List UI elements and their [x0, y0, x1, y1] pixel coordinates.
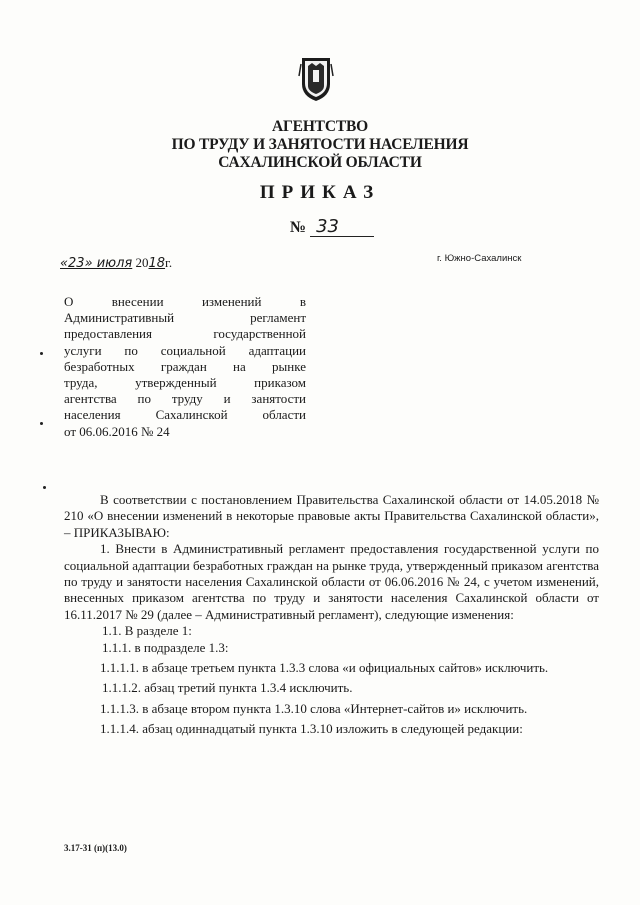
subject-line: труда, утвержденный приказом: [64, 375, 306, 391]
document-type-title: ПРИКАЗ: [259, 182, 381, 203]
subject-line: Административный регламент: [64, 310, 306, 326]
order-body: [64, 492, 599, 738]
date-year-prefix: 20: [135, 255, 149, 270]
body-item-1-1-1-1: 1.1.1.1. в абзаце третьем пункта 1.3.3 слова «и официальных сайтов» исключить.: [100, 660, 549, 676]
document-code: 3.17-31 (п)(13.0): [64, 843, 127, 853]
subject-line: О внесении изменений в: [64, 294, 306, 309]
agency-line: АГЕНТСТВО: [272, 118, 368, 135]
subject-line: агентства по труду и занятости: [64, 391, 306, 407]
agency-line: САХАЛИНСКОЙ ОБЛАСТИ: [218, 154, 422, 171]
body-intro: В соответствии с постановлением Правительства Сахалинской области от 14.05.2018 № 210 «О внесении изменений в некоторые правовые акты Правительства Сахалинской области», – ПРИКАЗЫВАЮ:: [64, 492, 599, 540]
scan-speck: [40, 422, 43, 425]
date-suffix: г.: [165, 255, 173, 270]
body-item-1-1: 1.1. В разделе 1:: [102, 623, 192, 639]
body-item-1: 1. Внести в Административный регламент предоставления государственной услуги по социальной адаптации безработных граждан на рынке труда, утвержденный приказом агентства по труду и занятости населения Сахалинской области от 06.06.2016 № 24, с учетом изменений, внесенных приказом агентства по труду и занятости населения Сахалинской области от 16.11.2017 № 29 (далее – Административный регламент), следующие изменения:: [64, 541, 599, 622]
number-sign: №: [290, 219, 307, 236]
agency-name: [0, 118, 640, 172]
body-item-1-1-1-3: 1.1.1.3. в абзаце втором пункта 1.3.10 слова «Интернет-сайтов и» исключить.: [100, 700, 528, 716]
body-item-1-1-1-4: 1.1.1.4. абзац одиннадцатый пункта 1.3.10 изложить в следующей редакции:: [100, 721, 523, 737]
body-item-1-1-1-2: 1.1.1.2. абзац третий пункта 1.3.4 исключить.: [102, 680, 353, 696]
subject-line: от 06.06.2016 № 24: [64, 423, 170, 439]
subject-line: населения Сахалинской области: [64, 407, 306, 423]
city-label: г. Южно-Сахалинск: [437, 253, 522, 264]
handwritten-number: 33: [310, 218, 374, 237]
scan-speck: [43, 486, 46, 489]
order-subject: [64, 294, 306, 440]
order-date: [60, 255, 172, 271]
subject-line: безработных граждан на рынке: [64, 358, 306, 374]
coat-of-arms-icon: [298, 56, 334, 102]
handwritten-year: 18: [148, 256, 166, 271]
agency-line: ПО ТРУДУ И ЗАНЯТОСТИ НАСЕЛЕНИЯ: [171, 136, 469, 153]
body-item-1-1-1: 1.1.1. в подразделе 1.3:: [102, 639, 229, 655]
order-number: [290, 218, 374, 237]
subject-line: предоставления государственной: [64, 326, 306, 342]
scan-speck: [40, 352, 43, 355]
subject-line: услуги по социальной адаптации: [64, 342, 306, 358]
handwritten-date: «23» июля: [60, 256, 133, 271]
